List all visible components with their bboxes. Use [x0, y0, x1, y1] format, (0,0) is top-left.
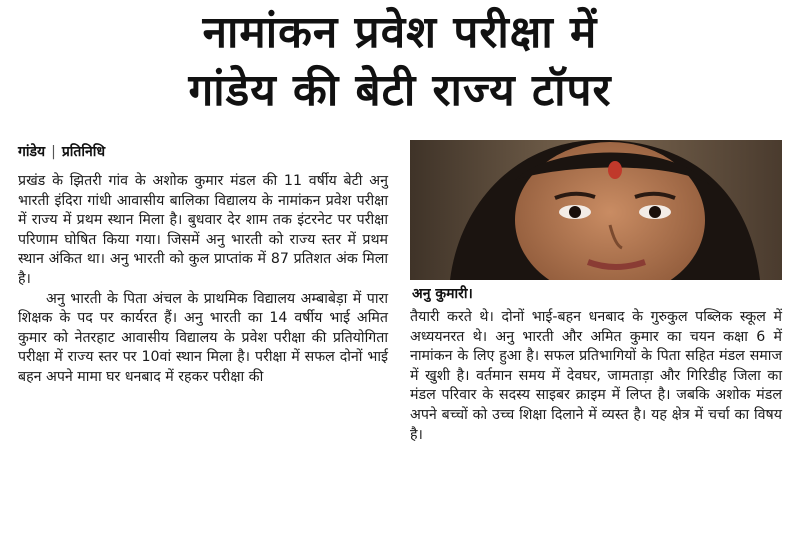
portrait-photo	[410, 140, 782, 280]
portrait-illustration	[410, 140, 782, 280]
dateline-place: गांडेय	[18, 144, 46, 160]
article-paragraph: प्रखंड के झितरी गांव के अशोक कुमार मंडल की 11 वर्षीय बेटी अनु भारती इंदिरा गांधी आवासीय बालिका विद्यालय के नामांकन प्रवेश परीक्षा में राज्य में प्रथम स्थान मिला है। बुधवार देर शाम तक इंटरनेट पर परीक्षा परिणाम घोषित किया गया। जिसमें अनु भारती को राज्य स्तर में प्रथम स्थान अंकित था। अनु भारती को कुल प्राप्तांक में 87 प्रतिशत अंक मिला है।	[18, 173, 388, 287]
article-paragraph: तैयारी करते थे। दोनों भाई-बहन धनबाद के गुरुकुल पब्लिक स्कूल में अध्ययनरत थे। अनु भारती और अमित कुमार का चयन कक्षा 6 में नामांकन के लिए हुआ है। सफल प्रतिभागियों के पिता सहित मंडल समाज में खुशी है। वर्तमान समय में देवघर, जामताड़ा और गिरिडीह जिला का मंडल परिवार के सदस्य साइबर क्राइम में लिप्त है। जबकि अशोक मंडल अपने बच्चों को उच्च शिक्षा दिलाने में व्यस्त है। यह क्षेत्र में चर्चा का विषय है।	[410, 309, 782, 443]
article-column-left	[18, 172, 388, 388]
dateline	[18, 142, 105, 161]
article-paragraph: अनु भारती के पिता अंचल के प्राथमिक विद्यालय अम्बाबेड़ा में पारा शिक्षक के पद पर कार्यरत हैं। अनु भारती का 14 वर्षीय भाई अमित कुमार को नेतरहाट आवासीय विद्यालय के प्रवेश परीक्षा की प्रतियोगिता परीक्षा में राज्य स्तर पर 10वां स्थान मिला है। परीक्षा में सफल दोनों भाई बहन अपने मामा घर धनबाद में रहकर परीक्षा की	[18, 290, 388, 385]
photo-caption: अनु कुमारी।	[412, 286, 473, 302]
article-column-right	[410, 308, 782, 445]
headline	[0, 4, 800, 120]
headline-line-1: नामांकन प्रवेश परीक्षा में	[202, 7, 598, 58]
dateline-separator: |	[51, 144, 56, 160]
dateline-byline: प्रतिनिधि	[61, 144, 106, 160]
headline-line-2: गांडेय की बेटी राज्य टॉपर	[188, 65, 612, 116]
